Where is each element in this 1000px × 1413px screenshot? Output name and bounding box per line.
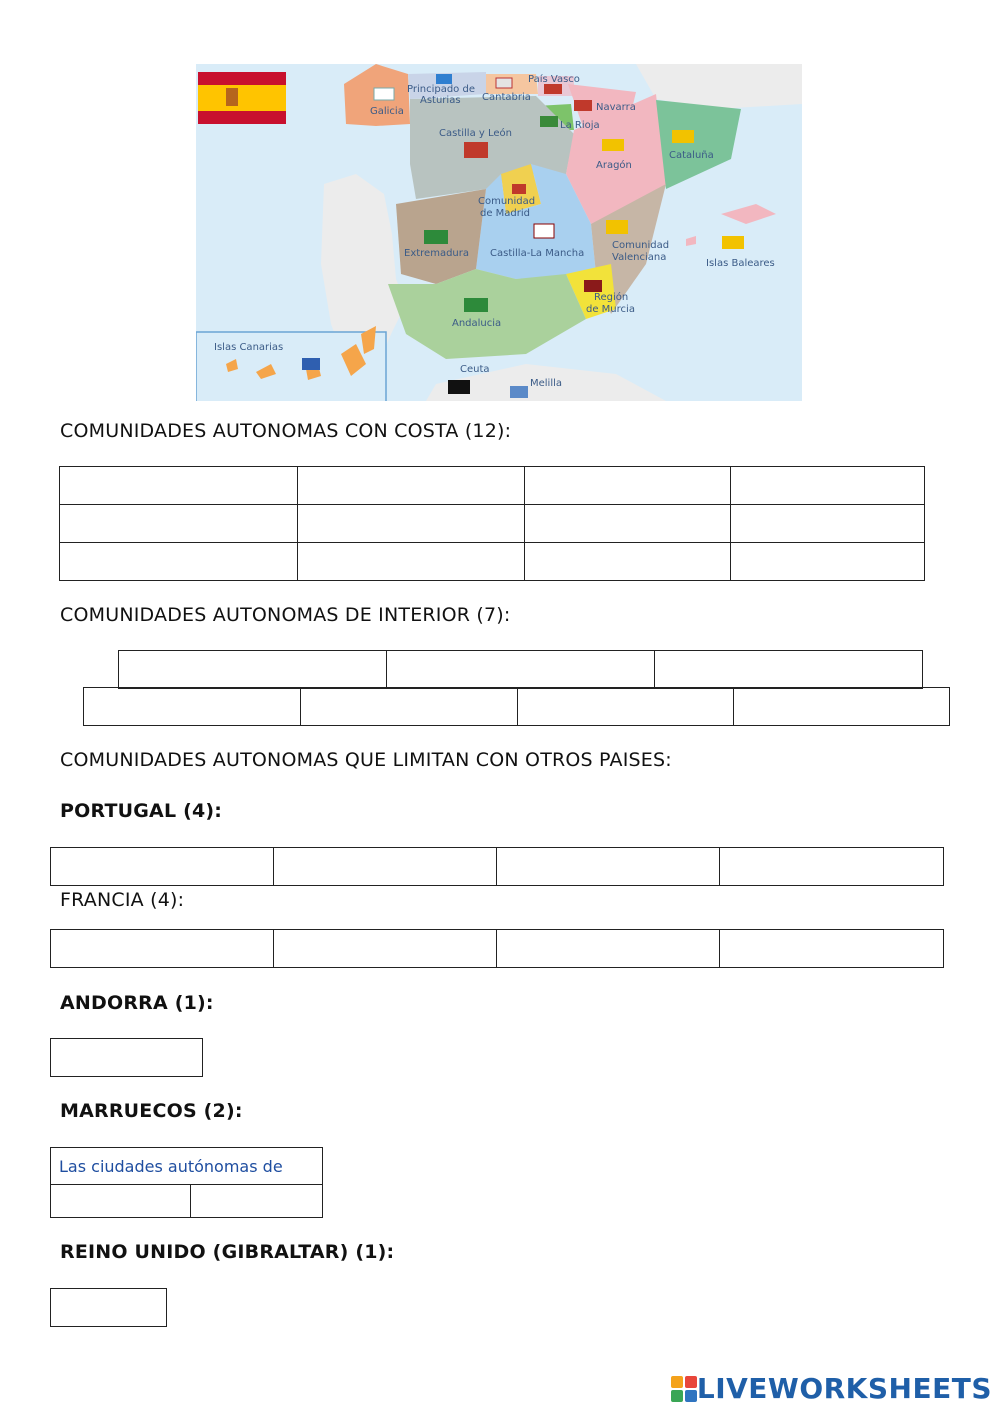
map-label-pais-vasco: País Vasco [528,74,580,85]
answer-input[interactable] [274,940,496,957]
interior-answer-cell[interactable] [301,688,518,726]
map-label-ceuta: Ceuta [460,364,490,375]
interior-answer-cell[interactable] [655,651,923,689]
costa-answer-cell[interactable] [60,505,298,543]
map-label-castilla-mancha: Castilla-La Mancha [490,248,585,259]
answer-input[interactable] [731,553,924,570]
costa-answer-cell[interactable] [525,467,731,505]
map-label-canarias: Islas Canarias [214,342,284,353]
answer-input[interactable] [274,858,496,875]
costa-answer-cell[interactable] [525,543,731,581]
answer-input[interactable] [298,553,524,570]
answer-input[interactable] [497,940,719,957]
reino-unido-answer-cell[interactable] [51,1289,167,1327]
map-label-melilla: Melilla [530,378,563,389]
portugal-answer-cell[interactable] [274,848,497,886]
answer-input[interactable] [731,515,924,532]
answer-input[interactable] [525,515,730,532]
liveworksheets-logo-text: LIVEWORKSHEETS [696,1372,992,1405]
francia-answer-cell[interactable] [720,930,944,968]
answer-input[interactable] [731,477,924,494]
map-label-madrid: Comunidad [478,196,536,207]
answer-input[interactable] [51,858,273,875]
map-label-aragon: Aragón [596,160,632,171]
andorra-table [50,1038,203,1077]
portugal-table [50,847,944,886]
map-label-baleares: Islas Baleares [706,258,775,269]
interior-heading: COMUNIDADES AUTONOMAS DE INTERIOR (7): [60,604,511,626]
costa-answer-cell[interactable] [731,505,925,543]
answer-input[interactable] [525,477,730,494]
interior-answer-cell[interactable] [387,651,655,689]
map-label-extremadura: Extremadura [404,248,469,259]
map-label-asturias: Principado de [407,84,475,95]
map-label-valenciana: Valenciana [612,252,667,263]
map-label-cantabria: Cantabria [482,92,531,103]
answer-input[interactable] [518,698,733,715]
answer-input[interactable] [298,477,524,494]
answer-input[interactable] [119,661,386,678]
francia-answer-cell[interactable] [51,930,274,968]
interior-answer-cell[interactable] [734,688,950,726]
map-label-navarra: Navarra [596,102,636,113]
answer-input[interactable] [51,1049,202,1066]
answer-input[interactable] [60,477,297,494]
map-drawing [196,64,802,401]
map-label-murcia: de Murcia [586,304,635,315]
marruecos-hint-cell [51,1148,323,1185]
map-label-castilla-leon: Castilla y León [439,128,512,139]
costa-table [59,466,925,581]
answer-input[interactable] [84,698,300,715]
costa-answer-cell[interactable] [731,467,925,505]
interior-answer-cell[interactable] [518,688,734,726]
spain-flag-icon [198,72,286,124]
portugal-answer-cell[interactable] [720,848,944,886]
marruecos-hint-text: Las ciudades autónomas de [59,1156,283,1176]
costa-heading: COMUNIDADES AUTONOMAS CON COSTA (12): [60,420,512,442]
interior-answer-cell[interactable] [84,688,301,726]
answer-input[interactable] [60,553,297,570]
answer-input[interactable] [298,515,524,532]
marruecos-answer-cell[interactable] [51,1185,191,1218]
interior-answer-cell[interactable] [119,651,387,689]
marruecos-answer-cell[interactable] [191,1185,323,1218]
answer-input[interactable] [51,1193,190,1210]
costa-answer-cell[interactable] [298,505,525,543]
spain-map [196,64,802,401]
map-label-madrid: de Madrid [480,208,531,219]
costa-answer-cell[interactable] [60,543,298,581]
portugal-answer-cell[interactable] [497,848,720,886]
reino-unido-table [50,1288,167,1327]
map-label-murcia: Región [594,292,629,303]
map-label-la-rioja: La Rioja [560,120,600,131]
francia-answer-cell[interactable] [497,930,720,968]
map-label-galicia: Galicia [370,106,404,117]
marruecos-table [50,1147,323,1218]
answer-input[interactable] [497,858,719,875]
answer-input[interactable] [525,553,730,570]
limitan-heading: COMUNIDADES AUTONOMAS QUE LIMITAN CON OTROS PAISES: [60,749,672,771]
reino-unido-heading: REINO UNIDO (GIBRALTAR) (1): [60,1241,395,1263]
answer-input[interactable] [301,698,517,715]
costa-answer-cell[interactable] [525,505,731,543]
answer-input[interactable] [720,940,943,957]
map-label-valenciana: Comunidad [612,240,670,251]
costa-answer-cell[interactable] [60,467,298,505]
portugal-answer-cell[interactable] [51,848,274,886]
answer-input[interactable] [51,1299,166,1316]
answer-input[interactable] [655,661,922,678]
answer-input[interactable] [60,515,297,532]
answer-input[interactable] [387,661,654,678]
francia-answer-cell[interactable] [274,930,497,968]
answer-input[interactable] [734,698,949,715]
liveworksheets-logo [671,1372,992,1405]
map-label-asturias: Asturias [420,95,461,106]
interior-table-row2 [83,687,950,726]
costa-answer-cell[interactable] [731,543,925,581]
francia-heading: FRANCIA (4): [60,889,185,911]
answer-input[interactable] [720,858,943,875]
answer-input[interactable] [51,940,273,957]
map-label-andalucia: Andalucia [452,318,502,329]
costa-answer-cell[interactable] [298,543,525,581]
interior-table-row1 [118,650,923,689]
andorra-answer-cell[interactable] [51,1039,203,1077]
francia-table [50,929,944,968]
map-label-cataluna: Cataluña [669,150,714,161]
liveworksheets-logo-icon [671,1376,697,1402]
andorra-heading: ANDORRA (1): [60,992,214,1014]
costa-answer-cell[interactable] [298,467,525,505]
marruecos-heading: MARRUECOS (2): [60,1100,243,1122]
portugal-heading: PORTUGAL (4): [60,800,223,822]
answer-input[interactable] [191,1193,322,1210]
